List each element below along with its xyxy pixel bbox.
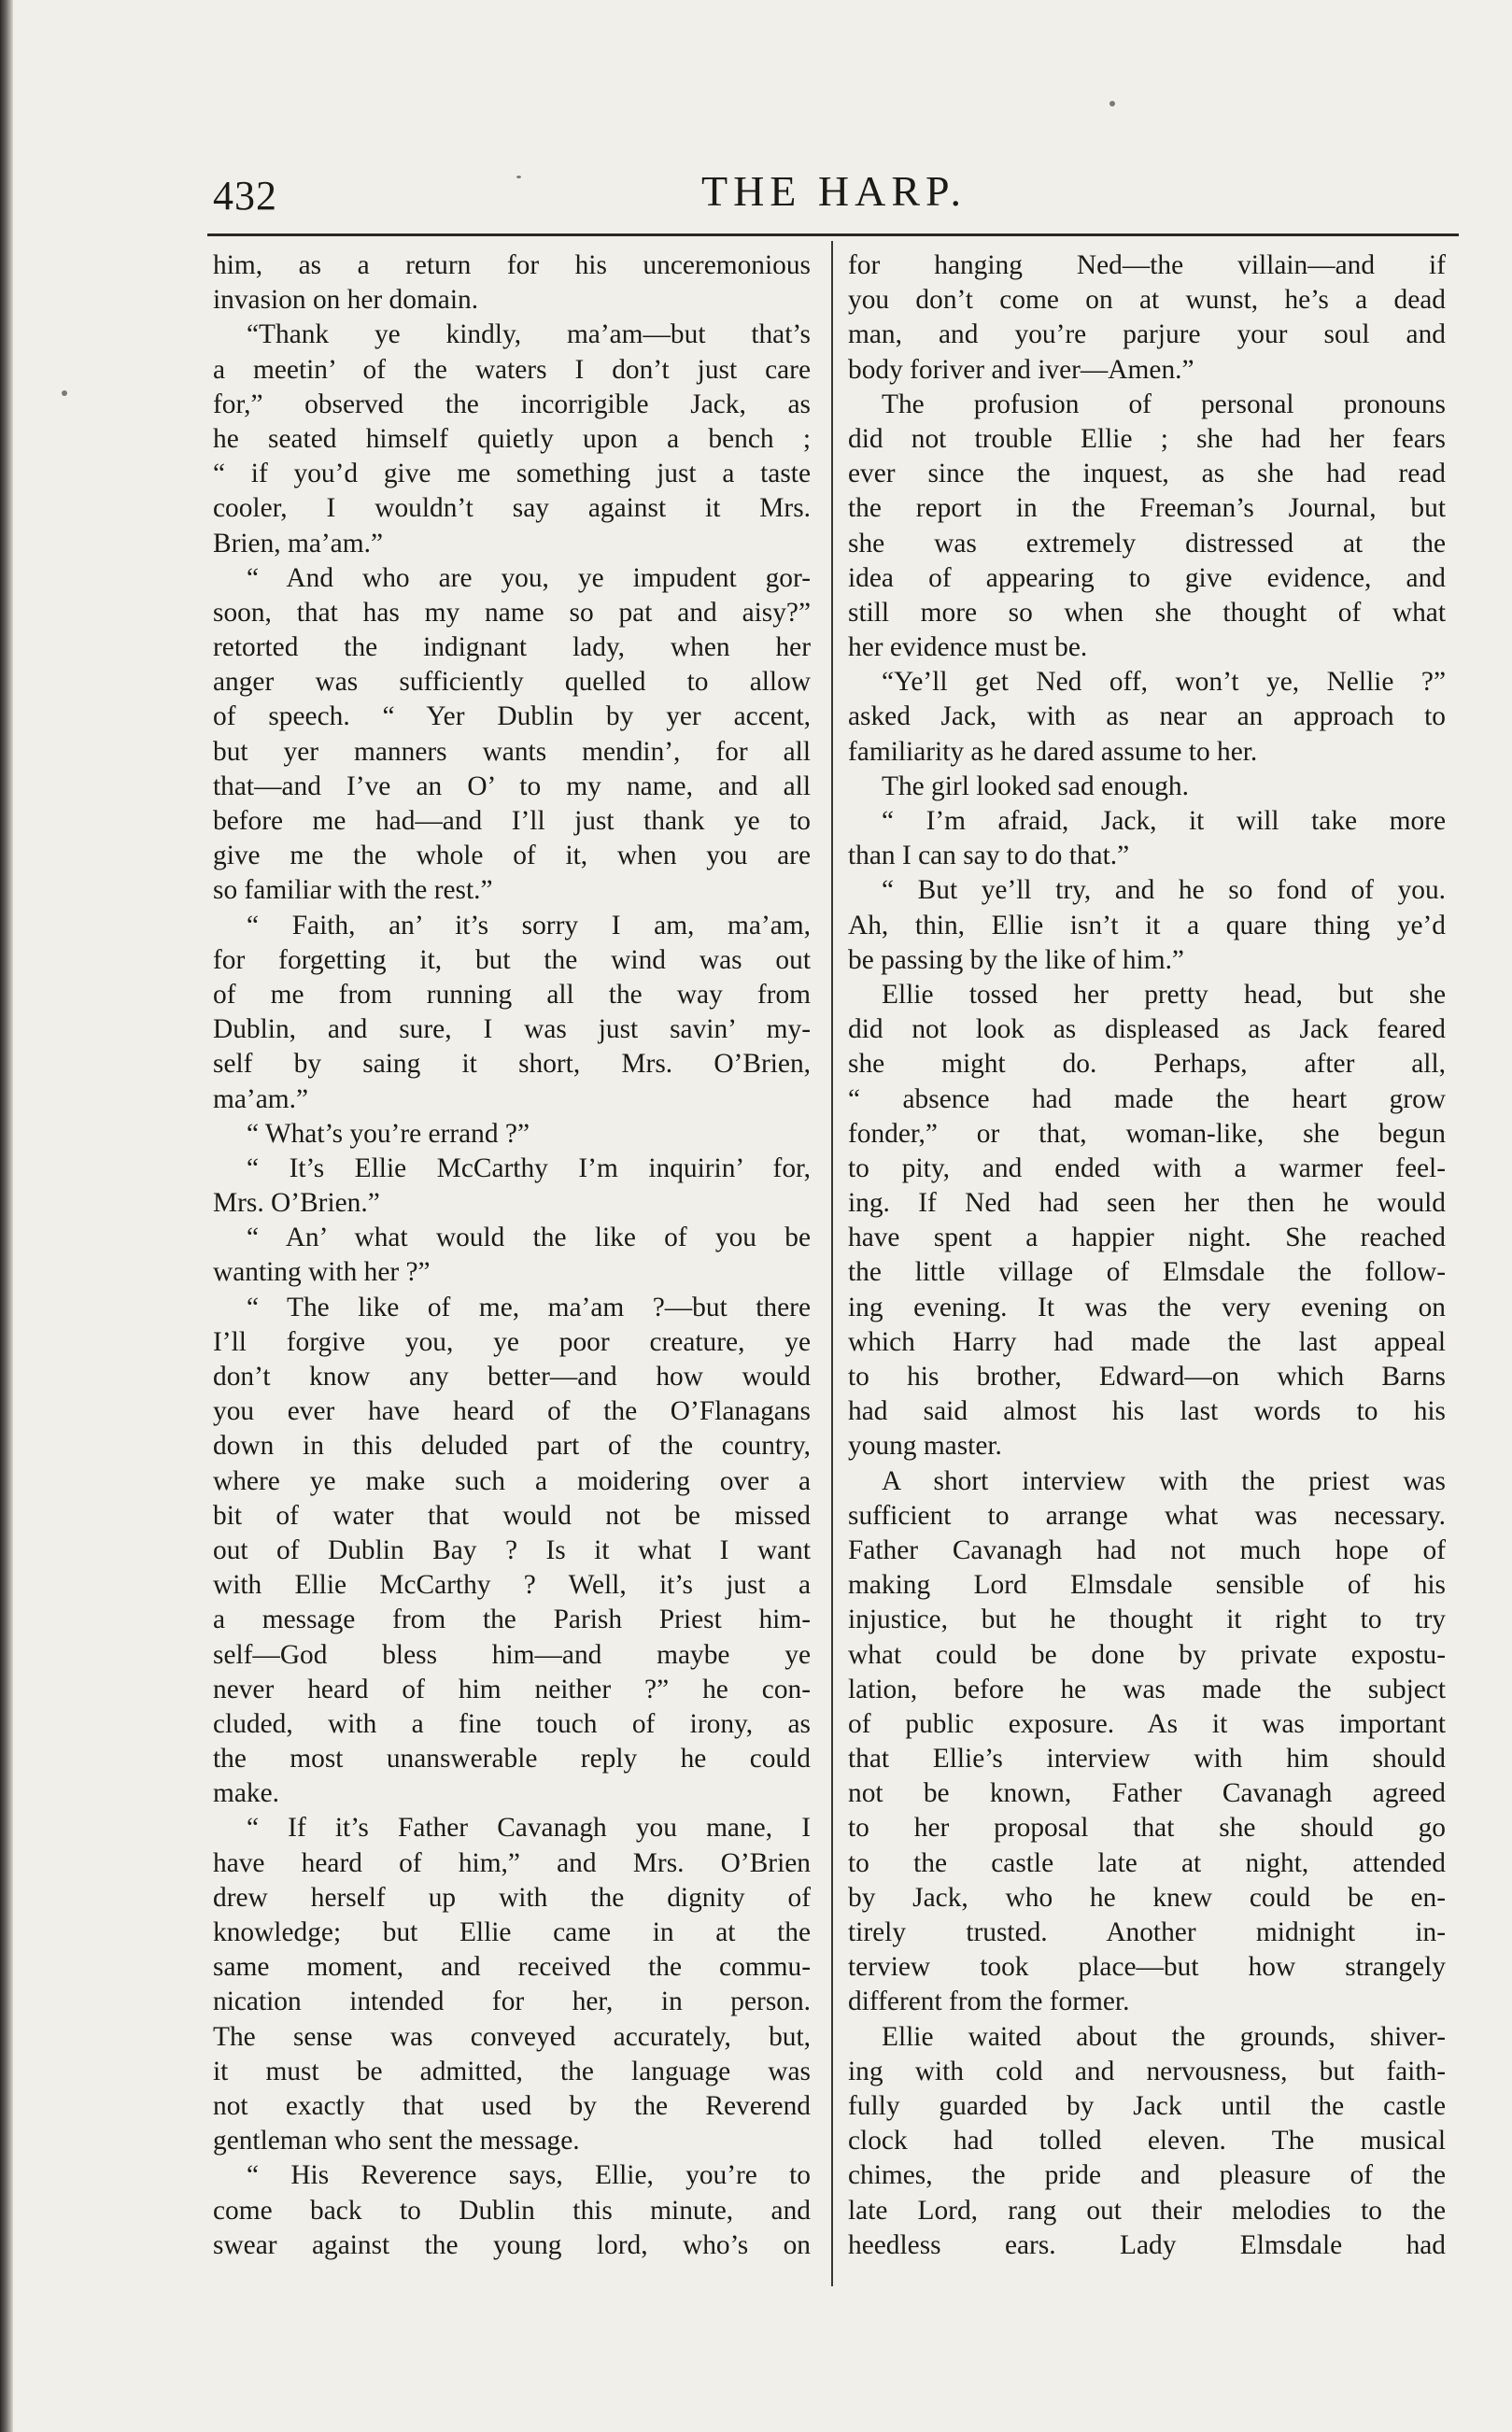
text-line: to the castle late at night, attended [848,1847,1446,1878]
right-column [848,248,1446,2284]
text-line: not exactly that used by the Reverend [213,2090,811,2121]
text-line: ing with cold and nervousness, but faith- [848,2056,1446,2086]
text-line: swear against the young lord, who’s on [213,2229,811,2260]
text-line: have heard of him,” and Mrs. O’Brien [213,1847,811,1878]
text-line: bit of water that would not be missed [213,1500,811,1531]
text-line: the report in the Freeman’s Journal, but [848,493,1446,524]
text-line: making Lord Elmsdale sensible of his [848,1570,1446,1601]
text-line: out of Dublin Bay ? Is it what I want [213,1534,811,1565]
text-line: heedless ears. Lady Elmsdale had [848,2229,1446,2260]
text-line: be passing by the like of him.” [848,944,1184,975]
text-line: to pity, and ended with a warmer feel- [848,1152,1446,1183]
text-line: man, and you’re parjure your soul and [848,319,1446,350]
text-line: don’t know any better—and how would [213,1362,811,1392]
text-line: had said almost his last words to his [848,1396,1446,1427]
text-line: ever since the inquest, as she had read [848,459,1446,489]
text-line: to her proposal that she should go [848,1813,1446,1844]
paper-speck [1109,101,1115,106]
text-line: wanting with her ?” [213,1257,431,1288]
text-line: before me had—and I’ll just thank ye to [213,806,811,836]
text-line: body foriver and iver—Amen.” [848,354,1194,385]
text-line: anger was sufficiently quelled to allow [213,667,811,698]
page-header [213,166,1455,222]
text-line: “ And who are you, ye impudent gor- [247,562,811,593]
text-line: young master. [848,1431,1002,1462]
text-line: nication intended for her, in person. [213,1987,811,2017]
text-line: tirely trusted. Another midnight in- [848,1917,1446,1947]
text-line: “ It’s Ellie McCarthy I’m inquirin’ for, [247,1152,811,1183]
text-line: knowledge; but Ellie came in at the [213,1917,811,1947]
text-line: The sense was conveyed accurately, but, [213,2021,811,2052]
text-line: for,” observed the incorrigible Jack, as [213,389,811,419]
text-line: same moment, and received the commu- [213,1952,811,1983]
page-number: 432 [213,173,277,219]
text-line: ing. If Ned had seen her then he would [848,1188,1446,1219]
text-line: fully guarded by Jack until the castle [848,2090,1446,2121]
text-line: “ An’ what would the like of you be [247,1223,811,1253]
text-line: have spent a happier night. She reached [848,1223,1446,1253]
text-line: “ The like of me, ma’am ?—but there [247,1292,811,1322]
text-line: invasion on her domain. [213,285,479,316]
text-line: “Ye’ll get Ned off, won’t ye, Nellie ?” [882,667,1446,698]
text-line: which Harry had made the last appeal [848,1326,1446,1357]
text-line: late Lord, rang out their melodies to the [848,2195,1446,2226]
text-line: to his brother, Edward—on which Barns [848,1362,1446,1392]
text-line: different from the former. [848,1987,1130,2017]
text-line: ma’am.” [213,1083,308,1114]
text-line: with Ellie McCarthy ? Well, it’s just a [213,1570,811,1601]
text-line: familiarity as he dared assume to her. [848,736,1258,767]
text-line: drew herself up with the dignity of [213,1882,811,1913]
text-line: fonder,” or that, woman-like, she begun [848,1118,1446,1149]
text-line: ing evening. It was the very evening on [848,1292,1446,1322]
text-line: never heard of him neither ?” he con- [213,1674,811,1704]
text-line: the little village of Elmsdale the follow- [848,1257,1446,1288]
text-line: he seated himself quietly upon a bench ; [213,423,811,454]
text-line: Ellie tossed her pretty head, but she [882,979,1446,1010]
text-line: “Thank ye kindly, ma’am—but that’s [247,319,811,350]
text-line: self—God bless him—and maybe ye [213,1639,811,1670]
text-line: did not trouble Ellie ; she had her fears [848,423,1446,454]
text-line: gentleman who sent the message. [213,2126,580,2156]
text-line: “ But ye’ll try, and he so fond of you. [882,875,1446,906]
text-line: not be known, Father Cavanagh agreed [848,1778,1446,1809]
text-line: she was extremely distressed at the [848,528,1446,559]
text-line: the most unanswerable reply he could [213,1744,811,1775]
text-line: “ Faith, an’ it’s sorry I am, ma’am, [247,910,811,940]
text-line: The girl looked sad enough. [882,771,1189,801]
text-line: I’ll forgive you, ye poor creature, ye [213,1326,811,1357]
text-line: him, as a return for his unceremonious [213,250,811,280]
text-line: where ye make such a moidering over a [213,1465,811,1496]
text-line: Mrs. O’Brien.” [213,1188,380,1219]
text-line: idea of appearing to give evidence, and [848,562,1446,593]
text-line: come back to Dublin this minute, and [213,2195,811,2226]
text-line: “ His Reverence says, Ellie, you’re to [247,2160,811,2191]
text-line: than I can say to do that.” [848,841,1130,871]
running-title: THE HARP. [700,167,968,215]
text-line: you ever have heard of the O’Flanagans [213,1396,811,1427]
text-line: that—and I’ve an O’ to my name, and all [213,771,811,801]
column-divider [831,241,833,2286]
text-line: clock had tolled eleven. The musical [848,2126,1446,2156]
text-line: of me from running all the way from [213,979,811,1010]
text-line: for forgetting it, but the wind was out [213,944,811,975]
text-line: give me the whole of it, when you are [213,841,811,871]
text-line: of speech. “ Yer Dublin by yer accent, [213,701,811,732]
text-line: “ if you’d give me something just a taste [213,459,811,489]
text-line: so familiar with the rest.” [213,875,493,906]
text-line: of public exposure. As it was important [848,1708,1446,1739]
text-line: retorted the indignant lady, when her [213,632,811,663]
text-line: you don’t come on at wunst, he’s a dead [848,285,1446,316]
text-line: A short interview with the priest was [882,1465,1446,1496]
text-line: The profusion of personal pronouns [882,389,1446,419]
text-line: Father Cavanagh had not much hope of [848,1534,1446,1565]
text-line: a meetin’ of the waters I don’t just care [213,354,811,385]
text-line: her evidence must be. [848,632,1088,663]
text-line: cooler, I wouldn’t say against it Mrs. [213,493,811,524]
text-line: down in this deluded part of the country, [213,1431,811,1462]
text-line: by Jack, who he knew could be en- [848,1882,1446,1913]
text-line: that Ellie’s interview with him should [848,1744,1446,1775]
text-line: injustice, but he thought it right to try [848,1605,1446,1635]
text-line: did not look as displeased as Jack feared [848,1014,1446,1045]
text-line: make. [213,1778,279,1809]
text-line: what could be done by private expostu- [848,1639,1446,1670]
text-line: a message from the Parish Priest him- [213,1605,811,1635]
text-line: “ absence had made the heart grow [848,1083,1446,1114]
text-line: she might do. Perhaps, after all, [848,1049,1446,1080]
header-rule [207,233,1459,236]
text-line: chimes, the pride and pleasure of the [848,2160,1446,2191]
text-line: sufficient to arrange what was necessary. [848,1500,1446,1531]
text-line: “ If it’s Father Cavanagh you mane, I [247,1813,811,1844]
left-column [213,248,811,2284]
text-line: still more so when she thought of what [848,597,1446,628]
text-line: cluded, with a fine touch of irony, as [213,1708,811,1739]
page-binding-edge [0,0,13,2432]
text-line: “ I’m afraid, Jack, it will take more [882,806,1446,836]
text-line: Dublin, and sure, I was just savin’ my- [213,1014,811,1045]
text-line: Brien, ma’am.” [213,528,383,559]
text-line: but yer manners wants mendin’, for all [213,736,811,767]
text-line: “ What’s you’re errand ?” [247,1118,530,1149]
text-line: asked Jack, with as near an approach to [848,701,1446,732]
paper-speck [62,390,67,396]
text-line: self by saing it short, Mrs. O’Brien, [213,1049,811,1080]
paper-speck [516,176,521,178]
text-line: Ah, thin, Ellie isn’t it a quare thing ye’d [848,910,1446,940]
text-line: it must be admitted, the language was [213,2056,811,2086]
text-line: for hanging Ned—the villain—and if [848,250,1446,280]
text-line: lation, before he was made the subject [848,1674,1446,1704]
text-line: soon, that has my name so pat and aisy?” [213,597,811,628]
text-line: Ellie waited about the grounds, shiver- [882,2021,1446,2052]
text-line: terview took place—but how strangely [848,1952,1446,1983]
